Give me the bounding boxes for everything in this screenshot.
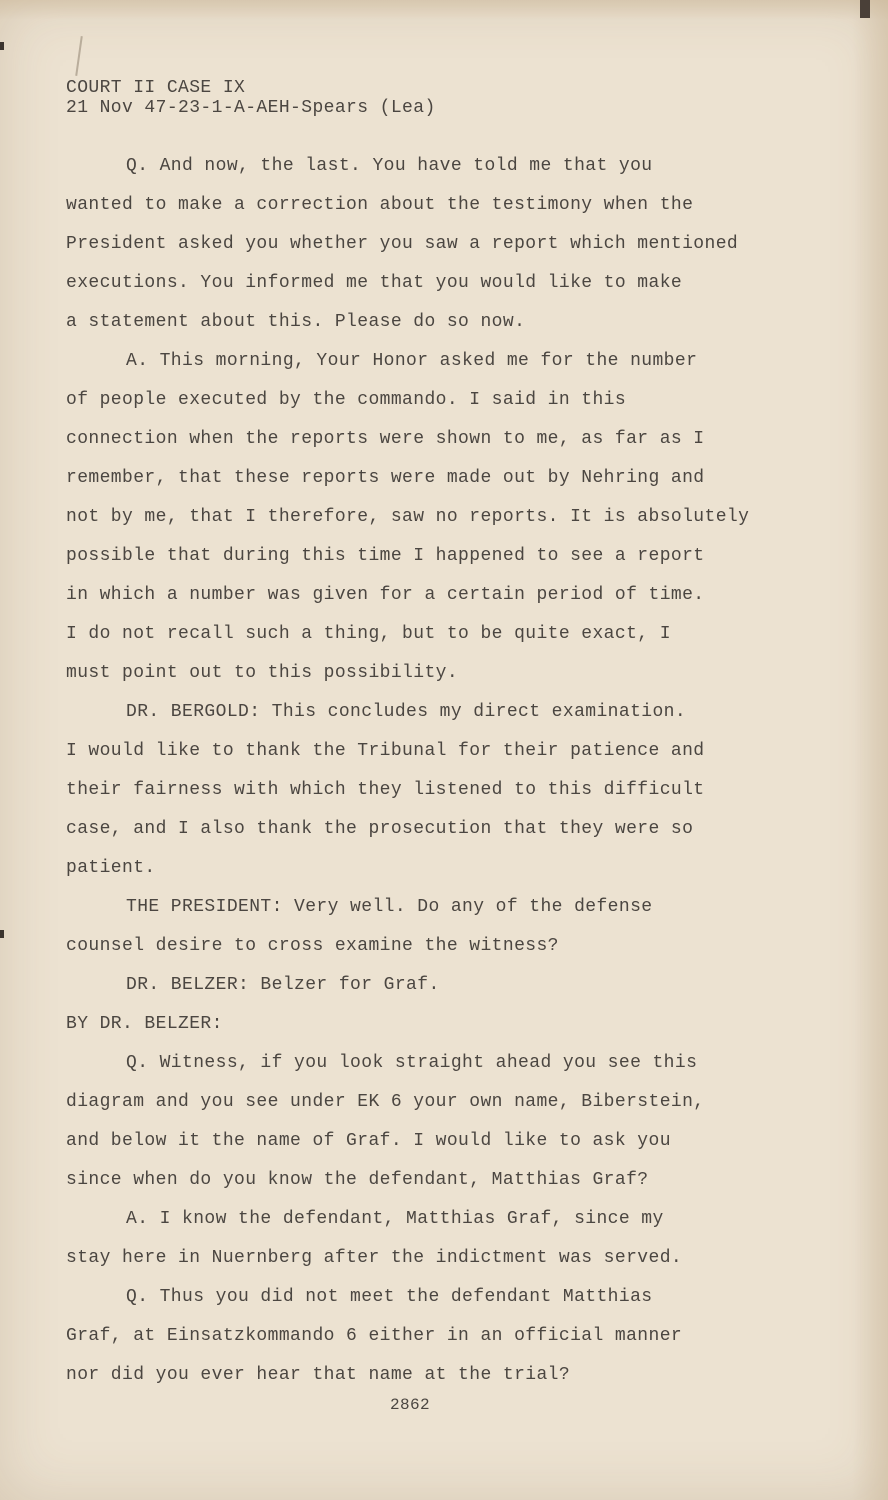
transcript-line: must point out to this possibility. (66, 663, 459, 683)
transcript-line: and below it the name of Graf. I would like to ask you (66, 1131, 671, 1151)
transcript-line: President asked you whether you saw a report which mentioned (66, 234, 739, 254)
transcript-line: A. I know the defendant, Matthias Graf, since my (126, 1209, 664, 1229)
transcript-line: patient. (66, 858, 156, 878)
transcript-line: not by me, that I therefore, saw no reports. It is absolutely (66, 507, 750, 527)
transcript-line: THE PRESIDENT: Very well. Do any of the defense (126, 897, 653, 917)
transcript-line: connection when the reports were shown to me, as far as I (66, 429, 705, 449)
margin-mark (0, 42, 4, 50)
transcript-line: their fairness with which they listened to this difficult (66, 780, 705, 800)
transcript-line: diagram and you see under EK 6 your own name, Biberstein, (66, 1092, 705, 1112)
transcript-line: Graf, at Einsatzkommando 6 either in an official manner (66, 1326, 683, 1346)
transcript-line: a statement about this. Please do so now. (66, 312, 526, 332)
transcript-line: BY DR. BELZER: (66, 1014, 223, 1034)
transcript-line: nor did you ever hear that name at the trial? (66, 1365, 571, 1385)
transcript-body (66, 147, 846, 1395)
transcript-line: case, and I also thank the prosecution that they were so (66, 819, 694, 839)
header-court-case: COURT II CASE IX (66, 78, 246, 98)
transcript-line: wanted to make a correction about the testimony when the (66, 195, 694, 215)
transcript-line: Q. And now, the last. You have told me that you (126, 156, 653, 176)
transcript-line: executions. You informed me that you would like to make (66, 273, 683, 293)
page-top-shadow (0, 0, 888, 20)
pencil-mark (75, 36, 83, 76)
margin-mark (0, 930, 4, 938)
corner-mark (860, 0, 870, 18)
transcript-line: A. This morning, Your Honor asked me for the number (126, 351, 698, 371)
transcript-line: DR. BERGOLD: This concludes my direct examination. (126, 702, 687, 722)
transcript-line: I would like to thank the Tribunal for their patience and (66, 741, 705, 761)
transcript-line: of people executed by the commando. I said in this (66, 390, 627, 410)
transcript-line: DR. BELZER: Belzer for Graf. (126, 975, 440, 995)
transcript-line: stay here in Nuernberg after the indictment was served. (66, 1248, 683, 1268)
transcript-line: counsel desire to cross examine the witness? (66, 936, 559, 956)
page-right-shadow (852, 0, 888, 1500)
transcript-line: Q. Thus you did not meet the defendant Matthias (126, 1287, 653, 1307)
transcript-line: possible that during this time I happened to see a report (66, 546, 705, 566)
transcript-line: I do not recall such a thing, but to be quite exact, I (66, 624, 671, 644)
transcript-line: Q. Witness, if you look straight ahead you see this (126, 1053, 698, 1073)
page-number: 2862 (389, 1396, 430, 1414)
transcript-line: since when do you know the defendant, Matthias Graf? (66, 1170, 649, 1190)
transcript-line: remember, that these reports were made out by Nehring and (66, 468, 705, 488)
header-session-info: 21 Nov 47-23-1-A-AEH-Spears (Lea) (66, 98, 436, 118)
transcript-line: in which a number was given for a certain period of time. (66, 585, 705, 605)
document-header (66, 78, 436, 118)
